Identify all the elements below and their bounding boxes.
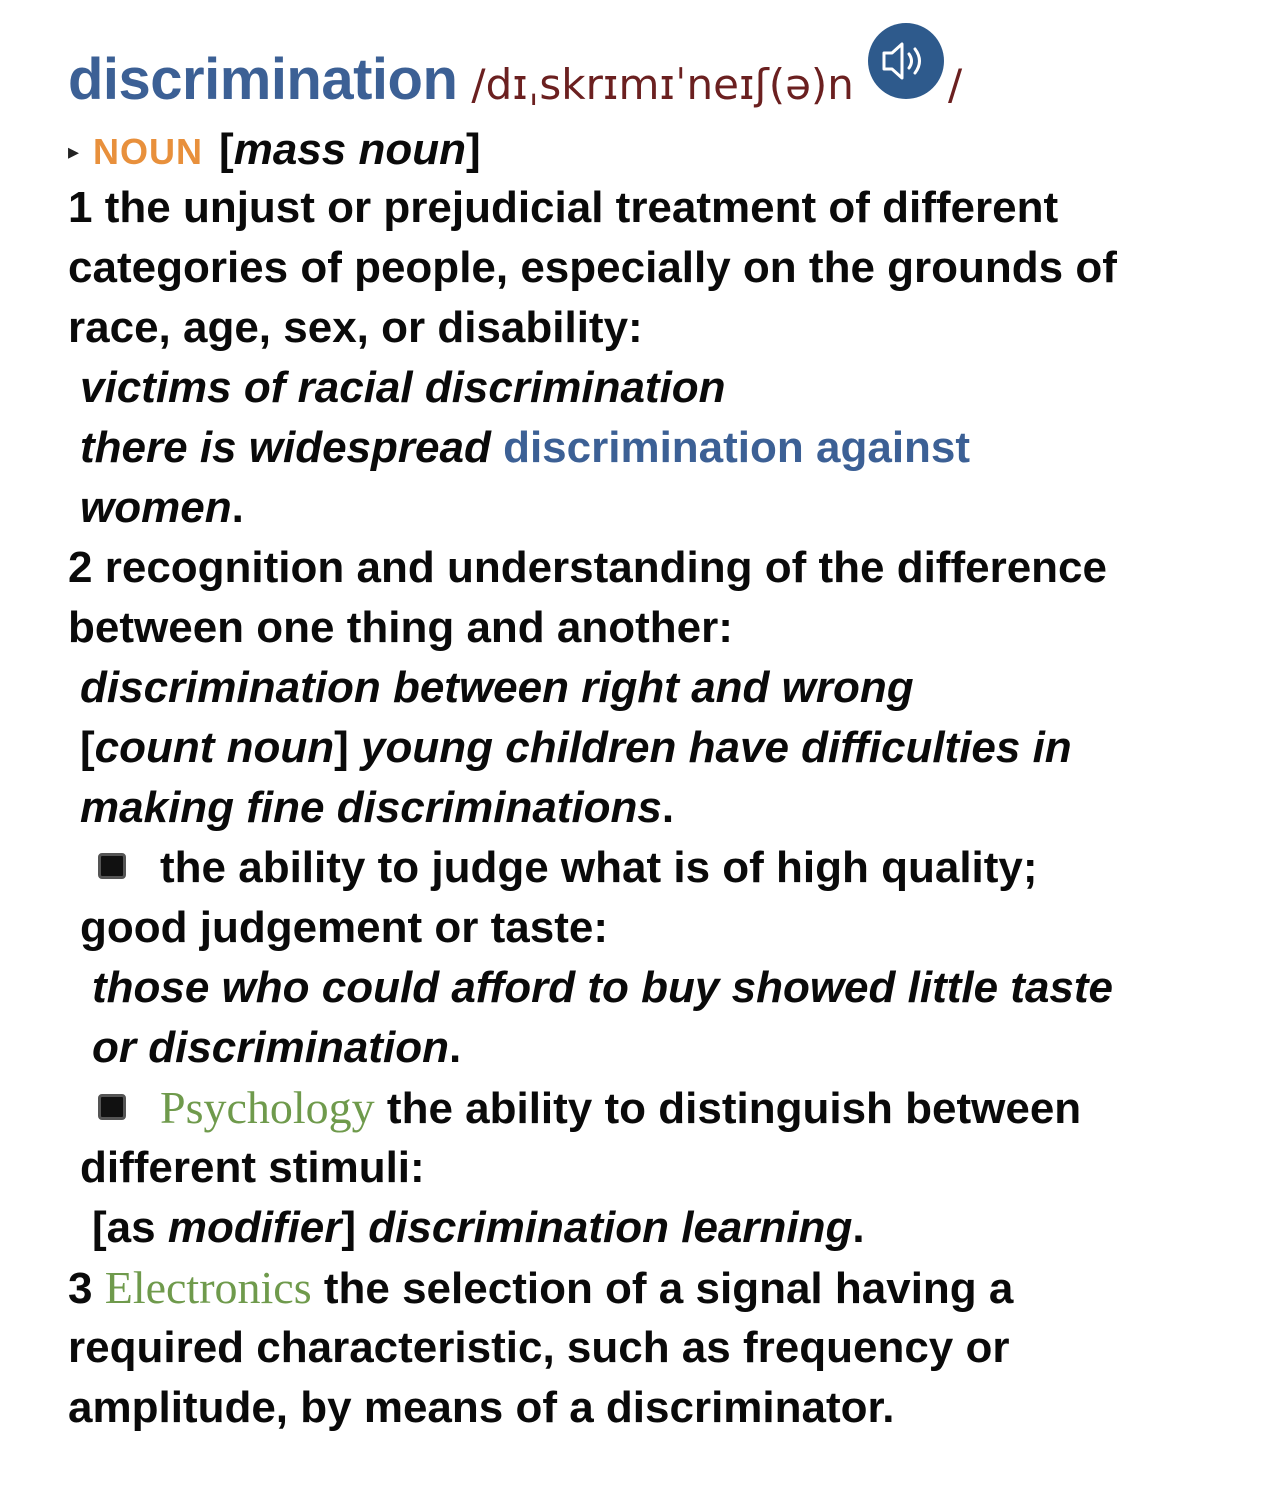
sense-1-definition-line-1 [68, 178, 1058, 238]
example-punctuation: . [661, 783, 675, 832]
subsense-1-definition-line-2 [80, 898, 608, 958]
sense-2-definition-line-1 [68, 538, 1107, 598]
grammar-bracket: ] [465, 125, 481, 174]
subsense-bullet-icon [98, 853, 126, 879]
sense-2-example-2 [80, 718, 1072, 778]
subsense-1-example-line-1 [92, 958, 1113, 1018]
example-text: those who could afford to buy showed little taste [92, 963, 1114, 1012]
headword: discrimination [68, 47, 458, 112]
example-text: there is widespread [80, 423, 504, 472]
sense-number: 1 [68, 183, 93, 232]
sense-1-example-1 [80, 358, 726, 418]
example-text: women [80, 483, 232, 532]
play-audio-button[interactable] [868, 23, 944, 99]
expand-triangle-icon[interactable]: ▸ [68, 139, 80, 165]
definition-text: the ability to judge what is of high quality; [160, 843, 1038, 892]
definition-text: race, age, sex, or disability: [68, 303, 643, 352]
grammar-bracket: [ [219, 125, 234, 174]
grammar-bracket: ] [334, 723, 362, 772]
pronunciation-slash-open: / [471, 60, 486, 109]
pronunciation: dɪˌskrɪmɪˈneɪʃ(ə)n [485, 60, 854, 109]
sense-number: 2 [68, 543, 93, 592]
example-punctuation: . [852, 1203, 865, 1252]
field-label: Electronics [104, 1262, 312, 1313]
pronunciation-slash-close: / [947, 60, 963, 109]
example-text: young children have difficulties in [361, 723, 1072, 772]
definition-text: the unjust or prejudicial treatment of different [104, 183, 1059, 232]
grammar-bracket: ] [341, 1203, 369, 1252]
example-text: victims of racial discrimination [80, 363, 726, 412]
definition-text: between one thing and another: [68, 603, 733, 652]
sense-2-example-2-line-2 [80, 778, 674, 838]
sense-3-definition-line-3 [68, 1378, 894, 1438]
sense-1-definition-line-3 [68, 298, 643, 358]
grammar-bracket: [as [92, 1203, 168, 1252]
grammar-label: mass noun [233, 125, 466, 174]
collocation-highlight: discrimination against [503, 423, 971, 472]
subsense-2-example [92, 1198, 865, 1258]
sense-1-example-2 [80, 418, 970, 478]
sense-1-example-2-line-2 [80, 478, 244, 538]
definition-text: required characteristic, such as frequency or [68, 1323, 1010, 1372]
subsense-1-definition-line-1 [70, 838, 1038, 898]
headword-line [68, 45, 962, 115]
sense-3-definition-line-2 [68, 1318, 1010, 1378]
example-text: or discrimination [92, 1023, 449, 1072]
field-label: Psychology [160, 1082, 375, 1133]
example-text: discrimination learning [368, 1203, 853, 1252]
example-text: making fine discriminations [80, 783, 662, 832]
subsense-1-example-line-2 [92, 1018, 461, 1078]
grammar-label: modifier [167, 1203, 342, 1252]
part-of-speech-line [68, 120, 481, 180]
sense-3-definition-line-1 [68, 1258, 1013, 1318]
sense-2-definition-line-2 [68, 598, 733, 658]
grammar-label: count noun [94, 723, 335, 772]
definition-text: the ability to distinguish between [374, 1084, 1082, 1133]
subsense-2-definition-line-1 [70, 1078, 1081, 1138]
sense-2-example-1 [80, 658, 914, 718]
sense-number: 3 [68, 1264, 93, 1313]
subsense-bullet-icon [98, 1094, 126, 1120]
definition-text: recognition and understanding of the difference [104, 543, 1107, 592]
example-punctuation: . [448, 1023, 462, 1072]
definition-text: good judgement or taste: [80, 903, 608, 952]
part-of-speech: NOUN [93, 131, 204, 172]
example-text: discrimination between right and wrong [80, 663, 914, 712]
sense-1-definition-line-2 [68, 238, 1117, 298]
definition-text: the selection of a signal having a [311, 1264, 1014, 1313]
grammar-bracket: [ [80, 723, 95, 772]
definition-text: different stimuli: [80, 1143, 425, 1192]
example-punctuation: . [231, 483, 244, 532]
subsense-2-definition-line-2 [80, 1138, 425, 1198]
definition-text: amplitude, by means of a discriminator. [68, 1383, 895, 1432]
definition-text: categories of people, especially on the grounds of [68, 243, 1117, 292]
